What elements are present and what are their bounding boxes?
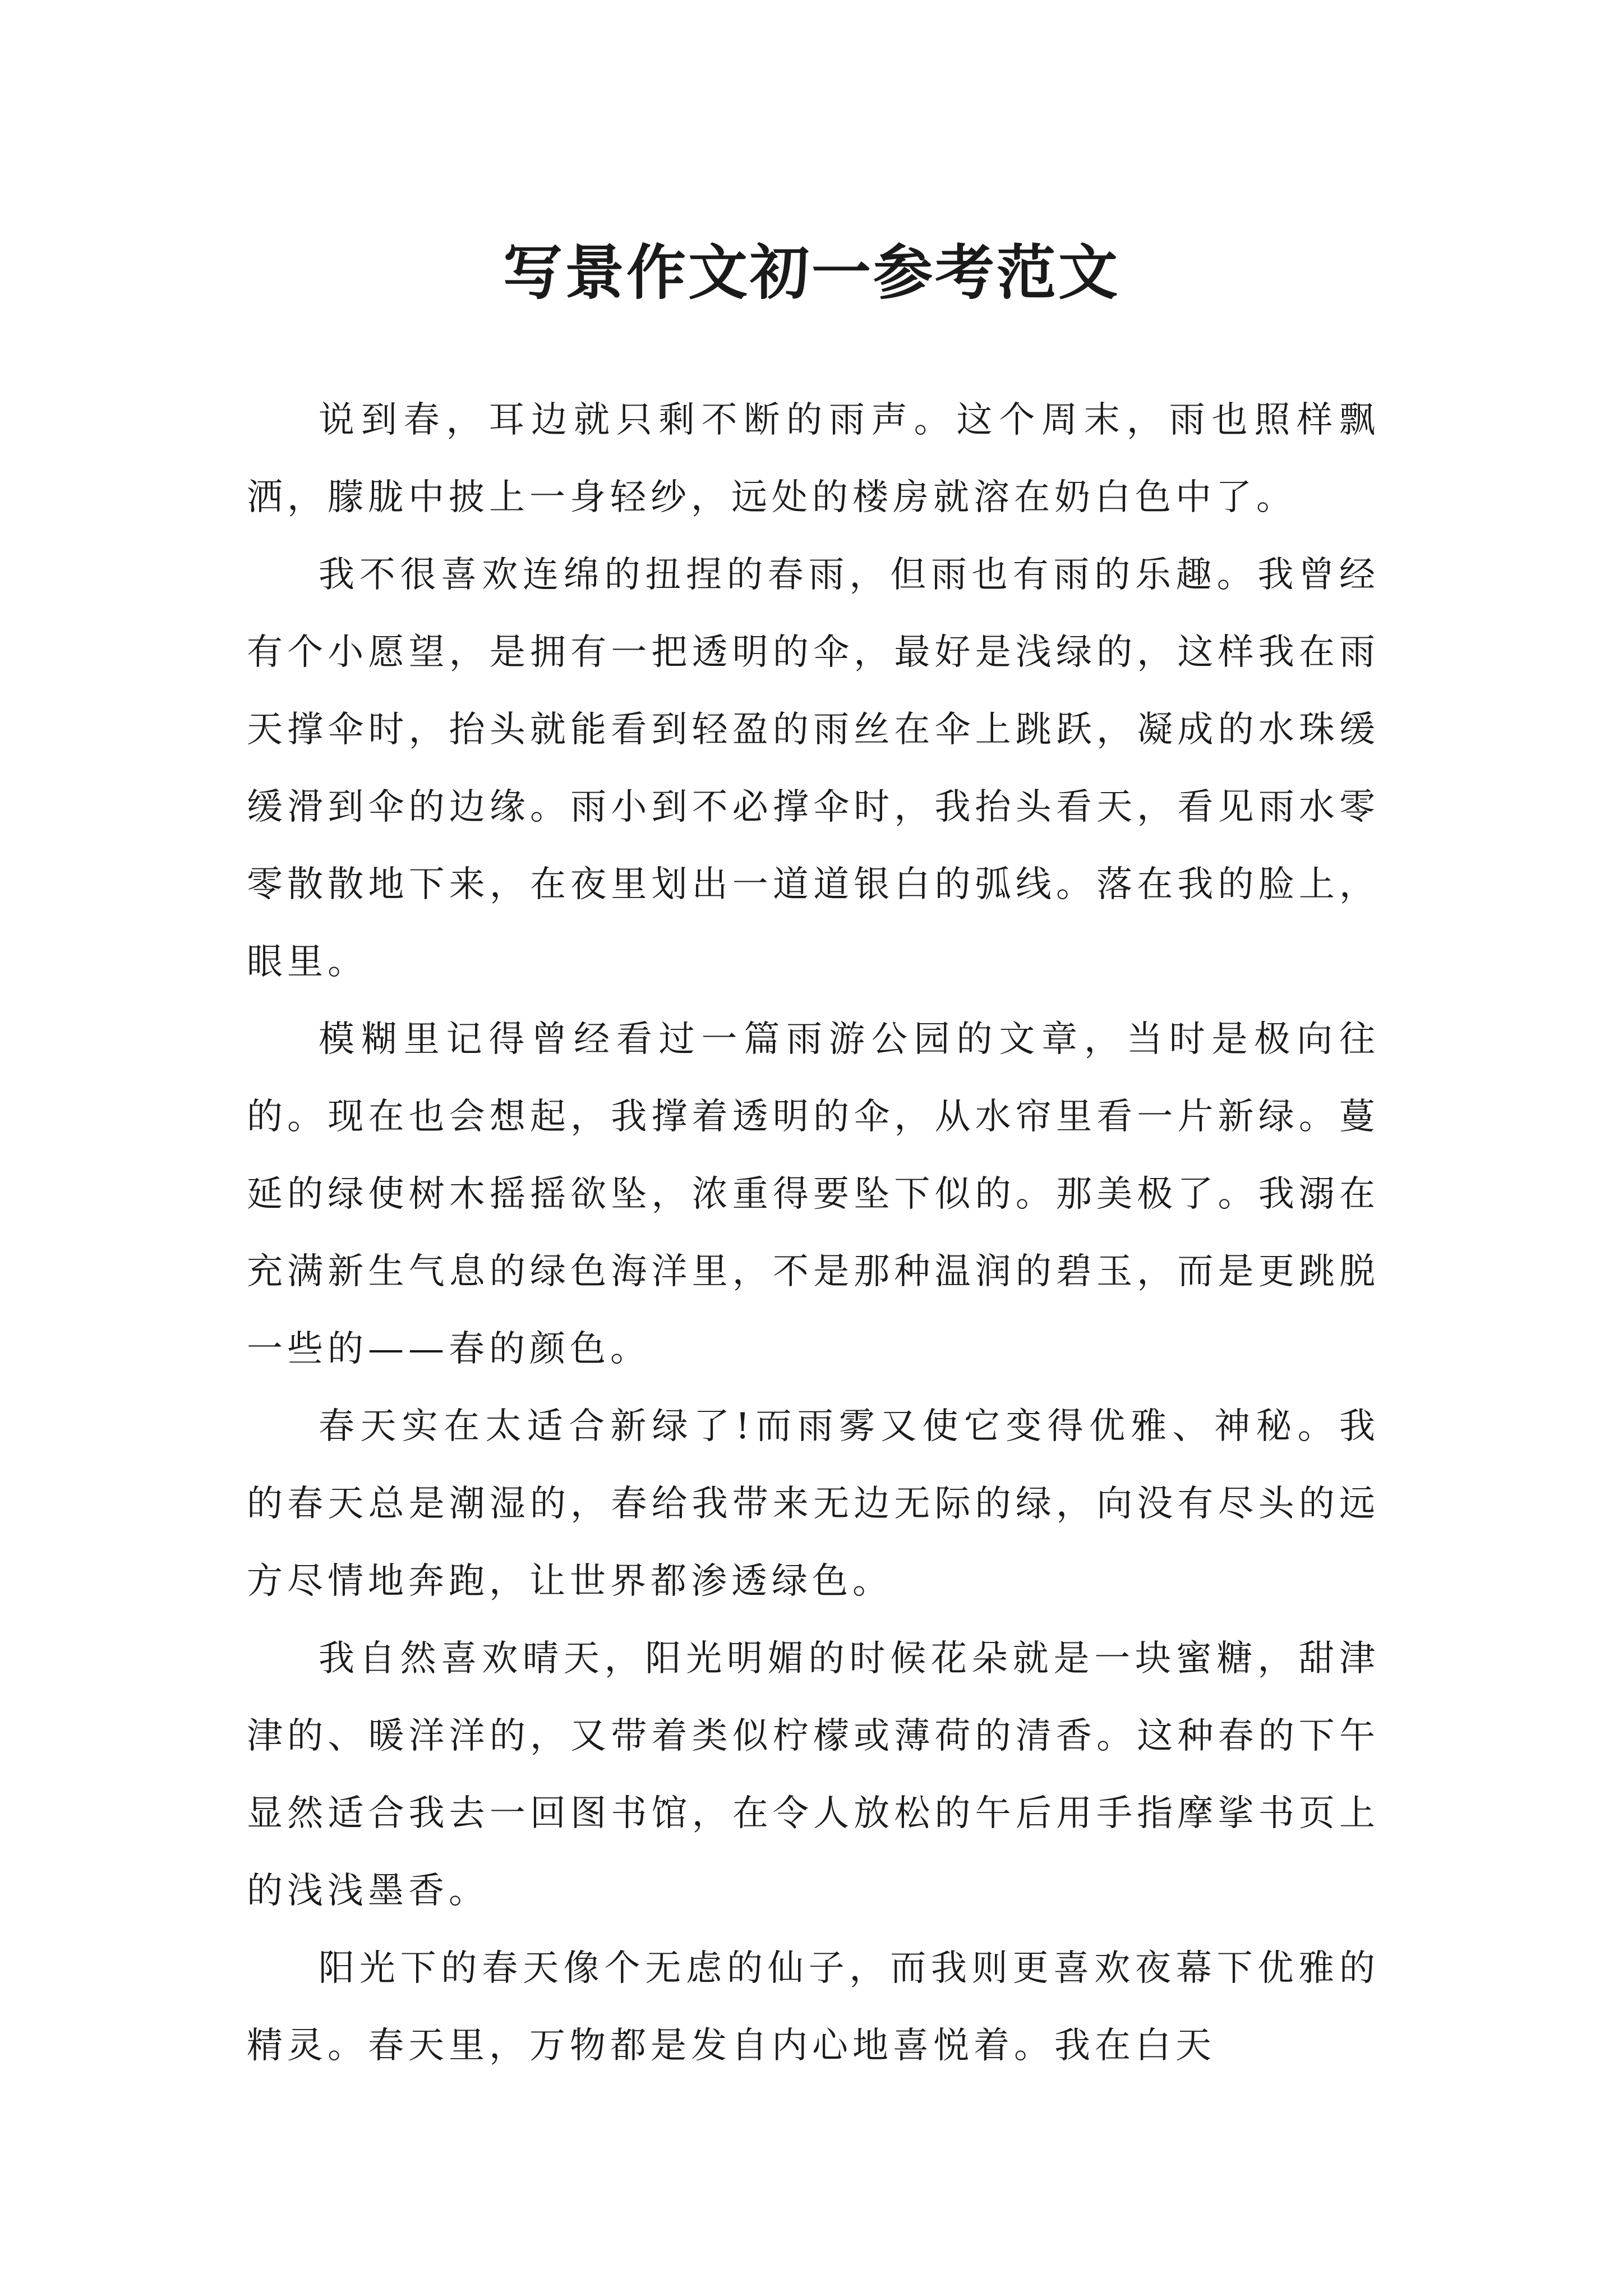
paragraph: 模糊里记得曾经看过一篇雨游公园的文章，当时是极向往的。现在也会想起，我撑着透明的伞，从水帘里看一片新绿。蔓延的绿使树木摇摇欲坠，浓重得要坠下似的。那美极了。我溺在充满新生气息的绿色海洋里，不是那种温润的碧玉，而是更跳脱一些的——春的颜色。 [247, 1019, 1380, 1370]
paragraph: 说到春，耳边就只剩不断的雨声。这个周末，雨也照样飘洒，朦胧中披上一身轻纱，远处的楼房就溶在奶白色中了。 [247, 399, 1380, 518]
paragraph: 我自然喜欢晴天，阳光明媚的时候花朵就是一块蜜糖，甜津津的、暖洋洋的，又带着类似柠檬或薄荷的清香。这种春的下午显然适合我去一回图书馆，在令人放松的午后用手指摩挲书页上的浅浅墨香。 [247, 1638, 1380, 1912]
paragraph: 春天实在太适合新绿了!而雨雾又使它变得优雅、神秘。我的春天总是潮湿的，春给我带来无边无际的绿，向没有尽头的远方尽情地奔跑，让世界都渗透绿色。 [247, 1406, 1380, 1602]
paragraph: 阳光下的春天像个无虑的仙子，而我则更喜欢夜幕下优雅的精灵。春天里，万物都是发自内心地喜悦着。我在白天 [247, 1948, 1380, 2067]
article-body [247, 381, 1380, 2085]
paragraph: 我不很喜欢连绵的扭捏的春雨，但雨也有雨的乐趣。我曾经有个小愿望，是拥有一把透明的伞，最好是浅绿的，这样我在雨天撑伞时，抬头就能看到轻盈的雨丝在伞上跳跃，凝成的水珠缓缓滑到伞的边缘。雨小到不必撑伞时，我抬头看天，看见雨水零零散散地下来，在夜里划出一道道银白的弧线。落在我的脸上，眼里。 [247, 554, 1380, 983]
page-title: 写景作文初一参考范文 [503, 237, 1120, 308]
